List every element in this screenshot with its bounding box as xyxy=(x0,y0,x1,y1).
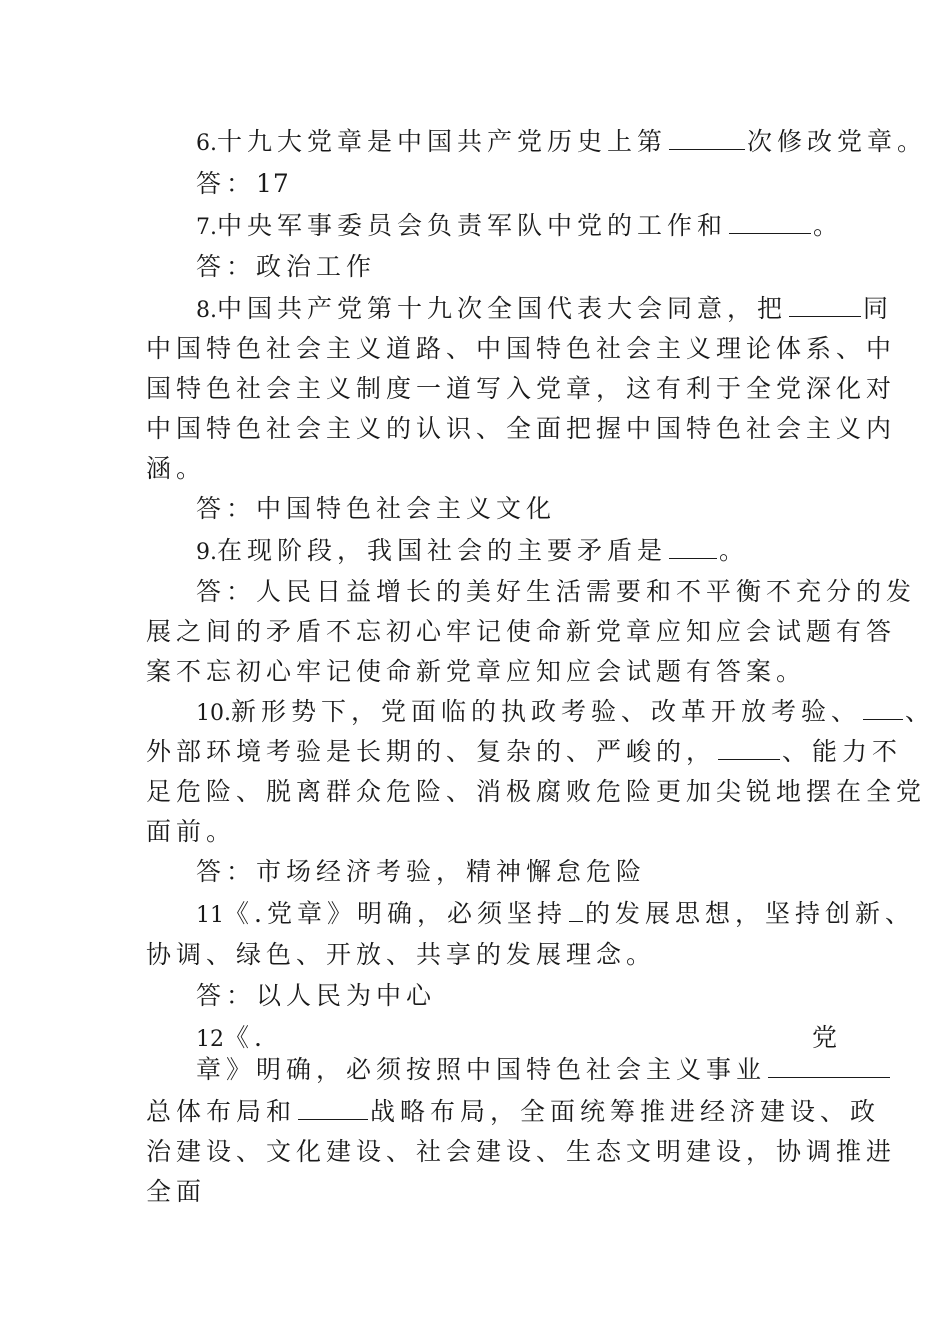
question-text: 、能力不 xyxy=(782,737,903,766)
answer-label: 答： xyxy=(196,169,257,198)
question-12-right-char: 党 xyxy=(812,1023,843,1052)
question-6 xyxy=(196,127,927,159)
answer-blank xyxy=(298,1097,368,1120)
answer-blank xyxy=(768,1055,890,1078)
answer-10 xyxy=(196,857,646,887)
answer-11 xyxy=(196,981,436,1011)
question-text: 同 xyxy=(863,294,894,323)
answer-blank xyxy=(669,127,745,150)
answer-blank xyxy=(863,697,903,720)
answer-value: 市场经济考验，精神懈怠危险 xyxy=(256,857,647,886)
answer-blank xyxy=(569,899,583,922)
answer-blank xyxy=(729,211,811,234)
answer-label: 答： xyxy=(196,577,257,606)
answer-9-line-3: 案不忘初心牢记使命新党章应知应会试题有答案。 xyxy=(146,657,807,686)
answer-value: 人民日益增长的美好生活需要和不平衡不充分的发 xyxy=(256,577,917,606)
question-text: 。 xyxy=(719,536,750,565)
answer-label: 答： xyxy=(196,252,257,281)
question-number: 11 xyxy=(196,903,224,928)
question-8 xyxy=(196,294,893,326)
question-text: 十九大党章是中国共产党历史上第 xyxy=(217,127,668,156)
question-number: 8. xyxy=(196,298,217,323)
answer-label: 答： xyxy=(196,857,257,886)
question-text: 。 xyxy=(813,211,844,240)
question-12 xyxy=(196,1023,267,1055)
question-8-line-4: 中国特色社会主义的认识、全面把握中国特色社会主义内 xyxy=(146,414,897,443)
question-text: 在现阶段，我国社会的主要矛盾是 xyxy=(217,536,668,565)
question-8-line-2: 中国特色社会主义道路、中国特色社会主义理论体系、中 xyxy=(146,334,897,363)
question-text: 战略布局，全面统筹推进经济建设、政 xyxy=(370,1097,881,1126)
answer-blank xyxy=(718,737,780,760)
answer-8 xyxy=(196,494,556,524)
question-7 xyxy=(196,211,843,243)
question-number: 7. xyxy=(196,215,217,240)
question-text: 《. xyxy=(224,1023,267,1052)
question-number: 9. xyxy=(196,540,217,565)
question-12-line-5: 全面 xyxy=(146,1177,207,1206)
question-8-line-5: 涵。 xyxy=(146,454,207,483)
answer-7 xyxy=(196,252,376,282)
question-text: 章》明确，必须按照中国特色社会主义事业 xyxy=(196,1055,767,1084)
question-8-line-3: 国特色社会主义制度一道写入党章，这有利于全党深化对 xyxy=(146,374,897,403)
question-text: 、 xyxy=(905,697,936,726)
answer-9-line-2: 展之间的矛盾不忘初心牢记使命新党章应知应会试题有答 xyxy=(146,617,897,646)
question-text: 外部环境考验是长期的、复杂的、严峻的， xyxy=(146,737,717,766)
question-text: 总体布局和 xyxy=(146,1097,297,1126)
question-12-line-2 xyxy=(196,1055,892,1085)
question-11 xyxy=(196,899,915,931)
question-12-line-3 xyxy=(146,1097,880,1127)
question-11-line-2: 协调、绿色、开放、共享的发展理念。 xyxy=(146,940,657,969)
question-text: 中央军事委员会负责军队中党的工作和 xyxy=(217,211,728,240)
question-10-line-3: 足危险、脱离群众危险、消极腐败危险更加尖锐地摆在全党 xyxy=(146,777,927,806)
answer-9 xyxy=(196,577,916,607)
answer-blank xyxy=(789,294,861,317)
question-text: 《.党章》明确，必须坚持 xyxy=(224,899,567,928)
answer-label: 答： xyxy=(196,494,257,523)
question-9 xyxy=(196,536,749,568)
answer-value: 政治工作 xyxy=(256,252,377,281)
question-10-line-2 xyxy=(146,737,902,767)
answer-value: 以人民为中心 xyxy=(256,981,437,1010)
question-text: 新形势下，党面临的执政考验、改革开放考验、 xyxy=(231,697,862,726)
question-number: 6. xyxy=(196,131,217,156)
question-number: 10. xyxy=(196,701,231,726)
answer-6 xyxy=(196,169,290,199)
question-text: 的发展思想，坚持创新、 xyxy=(584,899,915,928)
question-12-line-4: 治建设、文化建设、社会建设、生态文明建设，协调推进 xyxy=(146,1137,897,1166)
answer-label: 答： xyxy=(196,981,257,1010)
question-text: 中国共产党第十九次全国代表大会同意，把 xyxy=(217,294,788,323)
answer-value: 中国特色社会主义文化 xyxy=(256,494,557,523)
question-10-line-4: 面前。 xyxy=(146,817,237,846)
answer-value: 17 xyxy=(256,169,290,198)
question-10 xyxy=(196,697,935,729)
question-text: 次修改党章。 xyxy=(747,127,928,156)
question-number: 12 xyxy=(196,1027,224,1052)
answer-blank xyxy=(669,536,717,559)
